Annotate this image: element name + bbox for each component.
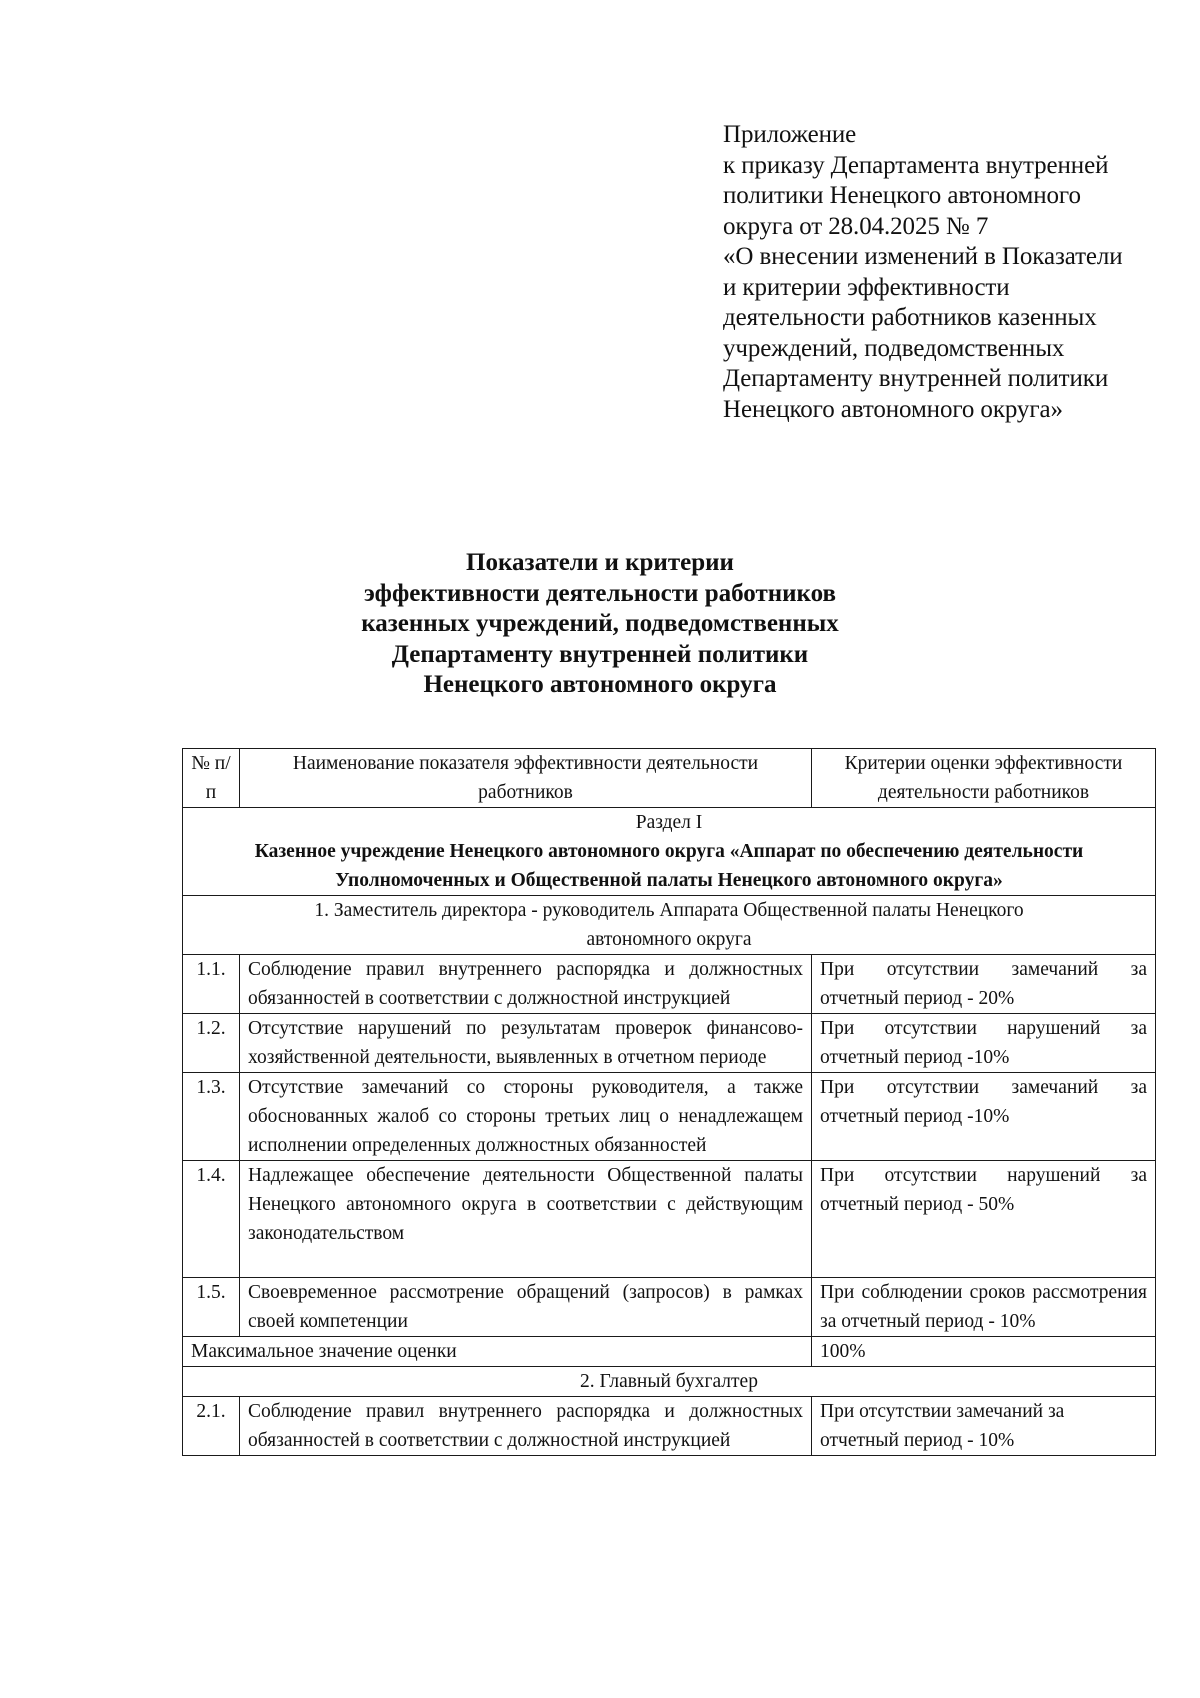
header-name: Наименование показателя эффективности деятельности работников <box>240 749 812 808</box>
header-num: № п/п <box>183 749 240 808</box>
max-row <box>183 1337 1156 1367</box>
table-row <box>183 955 1156 1014</box>
row-num: 1.1. <box>183 955 240 1014</box>
table-row <box>183 1397 1156 1456</box>
appendix-line: Приложение <box>723 121 857 148</box>
row-num: 2.1. <box>183 1397 240 1456</box>
row-num: 1.2. <box>183 1014 240 1073</box>
row-criteria: При отсутствии замечаний за отчетный период -10% <box>812 1073 1156 1161</box>
appendix-line: «О внесении изменений в Показатели <box>723 243 1123 270</box>
title-line: эффективности деятельности работников <box>364 579 836 607</box>
title-line: Показатели и критерии <box>466 549 734 576</box>
appendix-line: политики Ненецкого автономного <box>723 182 1081 209</box>
row-name: Соблюдение правил внутреннего распорядка и должностных обязанностей в соответствии с должностной инструкцией <box>240 955 812 1014</box>
appendix-line: Ненецкого автономного округа» <box>723 395 1063 423</box>
section-org: Казенное учреждение Ненецкого автономного округа «Аппарат по обеспечению деятельности Уполномоченных и Общественной палаты Ненецкого автономного округа» <box>254 841 1084 891</box>
row-criteria: При отсутствии нарушений за отчетный период - 50% <box>812 1161 1156 1278</box>
section-cell <box>183 808 1156 896</box>
row-name: Надлежащее обеспечение деятельности Общественной палаты Ненецкого автономного округа в соответствии с действующим законодательством <box>240 1161 812 1278</box>
row-criteria: При отсутствии замечаний за отчетный период - 20% <box>812 955 1156 1014</box>
appendix-line: к приказу Департамента внутренней <box>723 151 1109 179</box>
table-row <box>183 1014 1156 1073</box>
row-num: 1.4. <box>183 1161 240 1278</box>
row-criteria: При отсутствии нарушений за отчетный период -10% <box>812 1014 1156 1073</box>
row-num: 1.5. <box>183 1278 240 1337</box>
position-2: 2. Главный бухгалтер <box>183 1367 1156 1397</box>
table-row <box>183 1161 1156 1278</box>
section-label: Раздел I <box>635 812 703 833</box>
title-line: Ненецкого автономного округа <box>423 671 777 698</box>
header-criteria: Критерии оценки эффективности деятельности работников <box>812 749 1156 808</box>
position-row <box>183 1367 1156 1397</box>
appendix-block <box>723 120 1183 425</box>
row-name: Отсутствие замечаний со стороны руководителя, а также обоснованных жалоб со стороны третьих лиц о ненадлежащем исполнении определенных должностных обязанностей <box>240 1073 812 1161</box>
table-row <box>183 1073 1156 1161</box>
row-name: Своевременное рассмотрение обращений (запросов) в рамках своей компетенции <box>240 1278 812 1337</box>
row-name: Соблюдение правил внутреннего распорядка и должностных обязанностей в соответствии с должностной инструкцией <box>240 1397 812 1456</box>
title-line: Департаменту внутренней политики <box>391 640 809 668</box>
row-criteria: При соблюдении сроков рассмотрения за отчетный период - 10% <box>812 1278 1156 1337</box>
row-name: Отсутствие нарушений по результатам проверок финансово-хозяйственной деятельности, выявленных в отчетном периоде <box>240 1014 812 1073</box>
table-header-row <box>183 749 1156 808</box>
appendix-line: округа от 28.04.2025 № 7 <box>723 212 989 240</box>
appendix-line: деятельности работников казенных <box>723 304 1097 331</box>
document-title <box>0 548 1200 701</box>
title-line: казенных учреждений, подведомственных <box>361 610 839 637</box>
appendix-line: Департаменту внутренней политики <box>723 365 1109 392</box>
section-row <box>183 808 1156 896</box>
table-row <box>183 1278 1156 1337</box>
appendix-line: учреждений, подведомственных <box>723 334 1065 362</box>
row-criteria: При отсутствии замечаний за отчетный период - 10% <box>812 1397 1156 1456</box>
position-1: 1. Заместитель директора - руководитель Аппарата Общественной палаты Ненецкого автономного округа <box>183 896 1156 955</box>
max-label: Максимальное значение оценки <box>183 1337 812 1367</box>
max-value: 100% <box>812 1337 1156 1367</box>
appendix-line: и критерии эффективности <box>723 273 1010 301</box>
row-num: 1.3. <box>183 1073 240 1161</box>
position-row <box>183 896 1156 955</box>
criteria-table <box>182 748 1156 1456</box>
